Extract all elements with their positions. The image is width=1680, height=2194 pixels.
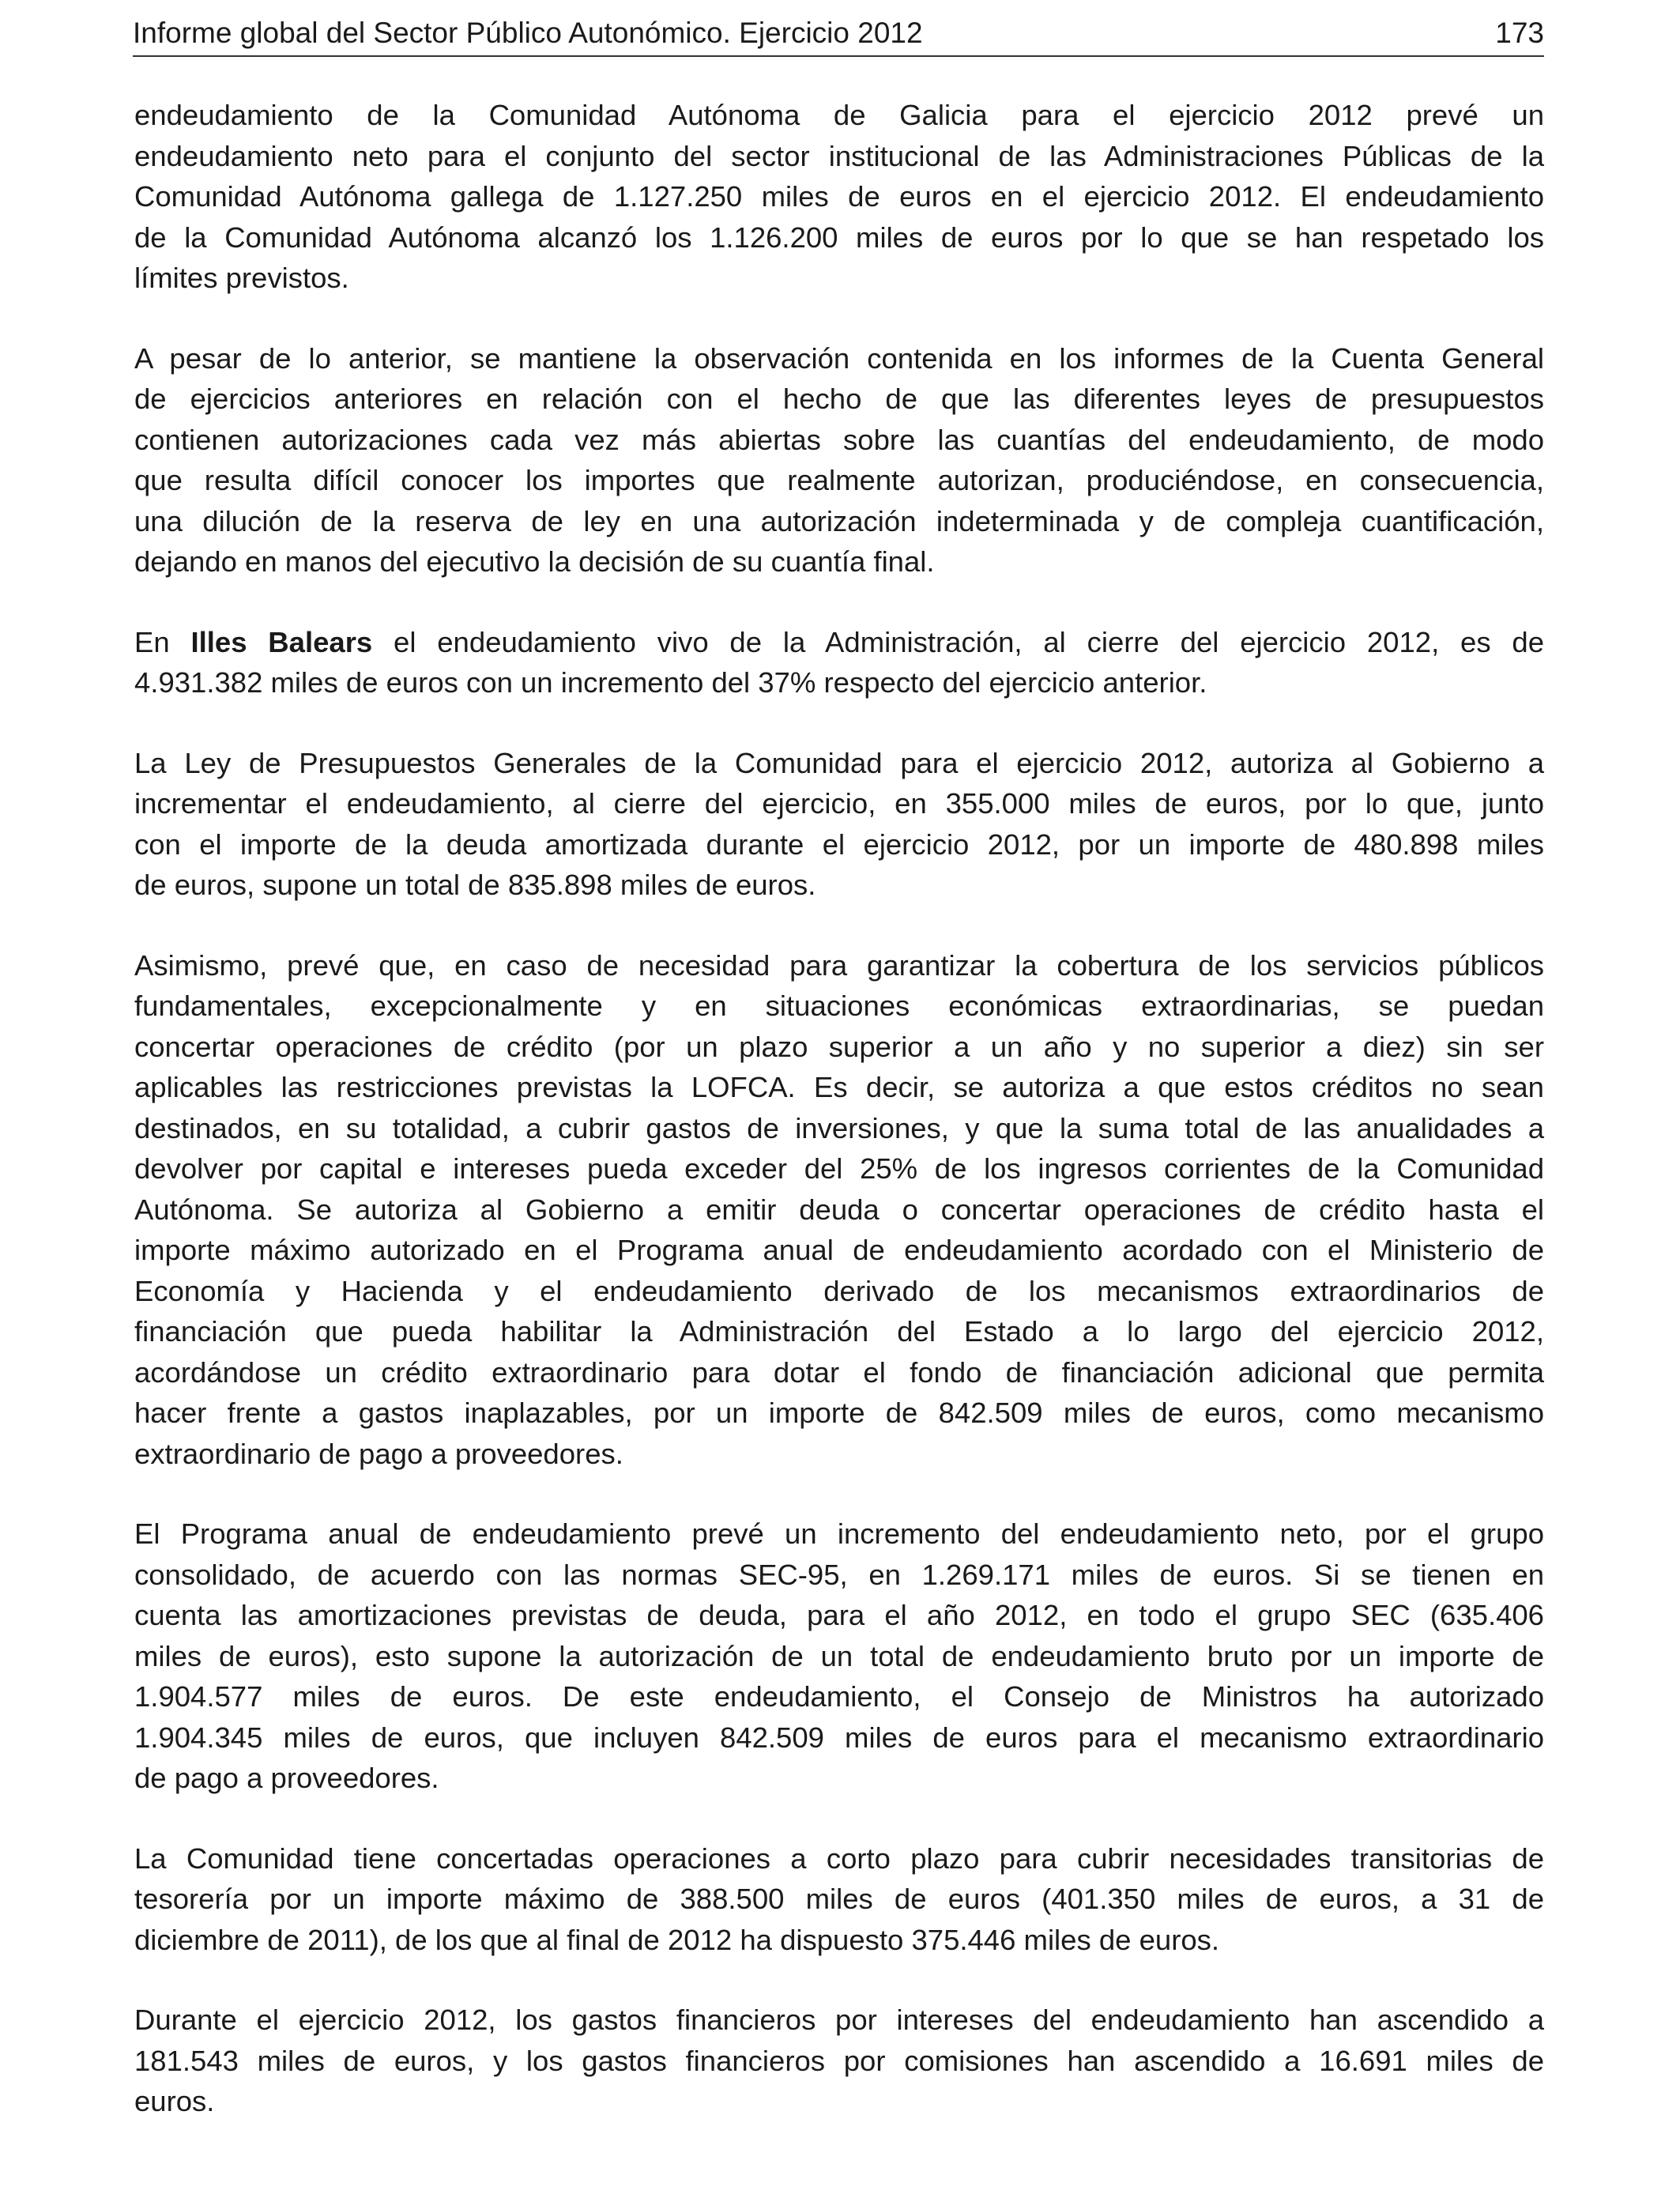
text-line: 1.904.577 miles de euros. De este endeudamiento, el Consejo de Ministros ha autorizado xyxy=(134,1680,1544,1713)
text-line: euros. xyxy=(134,2085,215,2117)
paragraph-asimismo xyxy=(134,945,1544,1475)
text-line: Asimismo, prevé que, en caso de necesidad para garantizar la cobertura de los servicios públicos xyxy=(134,948,1544,982)
paragraph-gastos-financieros xyxy=(134,2000,1544,2122)
text-line: 1.904.345 miles de euros, que incluyen 842.509 miles de euros para el mecanismo extraordinario xyxy=(134,1721,1544,1754)
text-line: de pago a proveedores. xyxy=(134,1762,439,1794)
text-line: La Comunidad tiene concertadas operaciones a corto plazo para cubrir necesidades transitorias de xyxy=(134,1842,1544,1875)
document-body xyxy=(134,95,1544,2162)
text-line: Economía y Hacienda y el endeudamiento derivado de los mecanismos extraordinarios de xyxy=(134,1274,1544,1307)
text-line: aplicables las restricciones previstas la LOFCA. Es decir, se autoriza a que estos créditos no sean xyxy=(134,1071,1544,1103)
text-line: dejando en manos del ejecutivo la decisión de su cuantía final. xyxy=(134,545,935,578)
text-line: cuenta las amortizaciones previstas de deuda, para el año 2012, en todo el grupo SEC (635.406 xyxy=(134,1599,1544,1631)
text-line: límites previstos. xyxy=(134,262,349,294)
text-line: con el importe de la deuda amortizada durante el ejercicio 2012, por un importe de 480.898 miles xyxy=(134,827,1544,861)
text-line: destinados, en su totalidad, a cubrir gastos de inversiones, y que la suma total de las anualidades a xyxy=(134,1111,1544,1144)
text-run: el endeudamiento vivo de la Administración, al cierre del ejercicio 2012, es de xyxy=(372,625,1544,658)
region-name-bold: Illes Balears xyxy=(190,625,373,658)
text-line: devolver por capital e intereses pueda exceder del 25% de los ingresos corrientes de la Comunidad xyxy=(134,1152,1544,1185)
text-line: Comunidad Autónoma gallega de 1.127.250 miles de euros en el ejercicio 2012. El endeudamiento xyxy=(134,180,1544,213)
text-line: de ejercicios anteriores en relación con el hecho de que las diferentes leyes de presupuestos xyxy=(134,383,1544,415)
text-line: 181.543 miles de euros, y los gastos financieros por comisiones han ascendido a 16.691 miles de xyxy=(134,2044,1544,2077)
text-line: La Ley de Presupuestos Generales de la Comunidad para el ejercicio 2012, autoriza al Gobierno a xyxy=(134,746,1544,779)
text-line: A pesar de lo anterior, se mantiene la observación contenida en los informes de la Cuenta General xyxy=(134,341,1544,375)
text-line: diciembre de 2011), de los que al final de 2012 ha dispuesto 375.446 miles de euros. xyxy=(134,1923,1220,1956)
page-header xyxy=(133,11,1544,57)
text-line: endeudamiento de la Comunidad Autónoma de Galicia para el ejercicio 2012 prevé un xyxy=(134,99,1544,131)
paragraph-programa-anual xyxy=(134,1514,1544,1799)
text-line: extraordinario de pago a proveedores. xyxy=(134,1437,623,1470)
text-run: En xyxy=(134,625,191,658)
text-line: una dilución de la reserva de ley en una autorización indeterminada y de compleja cuantificación, xyxy=(134,504,1544,537)
page-number: 173 xyxy=(1495,17,1544,49)
text-line: concertar operaciones de crédito (por un plazo superior a un año y no superior a diez) sin ser xyxy=(134,1030,1544,1063)
paragraph-illes-balears xyxy=(134,622,1544,703)
text-line: El Programa anual de endeudamiento prevé un incremento del endeudamiento neto, por el grupo xyxy=(134,1517,1544,1550)
header-title: Informe global del Sector Público Autonómico. Ejercicio 2012 xyxy=(133,17,923,49)
paragraph-observacion xyxy=(134,338,1544,582)
text-line: miles de euros), esto supone la autorización de un total de endeudamiento bruto por un importe de xyxy=(134,1639,1544,1672)
text-line: hacer frente a gastos inaplazables, por un importe de 842.509 miles de euros, como mecanismo xyxy=(134,1397,1544,1429)
text-line: importe máximo autorizado en el Programa anual de endeudamiento acordado con el Ministerio de xyxy=(134,1234,1544,1266)
text-line: fundamentales, excepcionalmente y en situaciones económicas extraordinarias, se puedan xyxy=(134,990,1544,1022)
text-line: de la Comunidad Autónoma alcanzó los 1.126.200 miles de euros por lo que se han respetado los xyxy=(134,221,1544,254)
text-line: que resulta difícil conocer los importes que realmente autorizan, produciéndose, en consecuencia, xyxy=(134,464,1544,496)
paragraph-ley-presupuestos xyxy=(134,743,1544,906)
text-line: de euros, supone un total de 835.898 miles de euros. xyxy=(134,869,816,901)
text-line: tesorería por un importe máximo de 388.500 miles de euros (401.350 miles de euros, a 31 de xyxy=(134,1883,1544,1915)
text-line: acordándose un crédito extraordinario para dotar el fondo de financiación adicional que permita xyxy=(134,1355,1544,1389)
text-line: 4.931.382 miles de euros con un incremento del 37% respecto del ejercicio anterior. xyxy=(134,666,1207,699)
text-line: Autónoma. Se autoriza al Gobierno a emitir deuda o concertar operaciones de crédito hasta el xyxy=(134,1193,1544,1226)
text-line: endeudamiento neto para el conjunto del sector institucional de las Administraciones Públicas de la xyxy=(134,139,1544,172)
text-line: Durante el ejercicio 2012, los gastos financieros por intereses del endeudamiento han ascendido a xyxy=(134,2004,1544,2036)
text-line: incrementar el endeudamiento, al cierre del ejercicio, en 355.000 miles de euros, por lo que, junto xyxy=(134,787,1544,820)
text-line: financiación que pueda habilitar la Administración del Estado a lo largo del ejercicio 2012, xyxy=(134,1315,1544,1348)
text-line: consolidado, de acuerdo con las normas SEC-95, en 1.269.171 miles de euros. Si se tienen en xyxy=(134,1558,1544,1591)
paragraph-galicia-continuation xyxy=(134,95,1544,299)
paragraph-corto-plazo xyxy=(134,1838,1544,1961)
text-line: contienen autorizaciones cada vez más abiertas sobre las cuantías del endeudamiento, de modo xyxy=(134,423,1544,456)
text-line xyxy=(134,622,1544,663)
